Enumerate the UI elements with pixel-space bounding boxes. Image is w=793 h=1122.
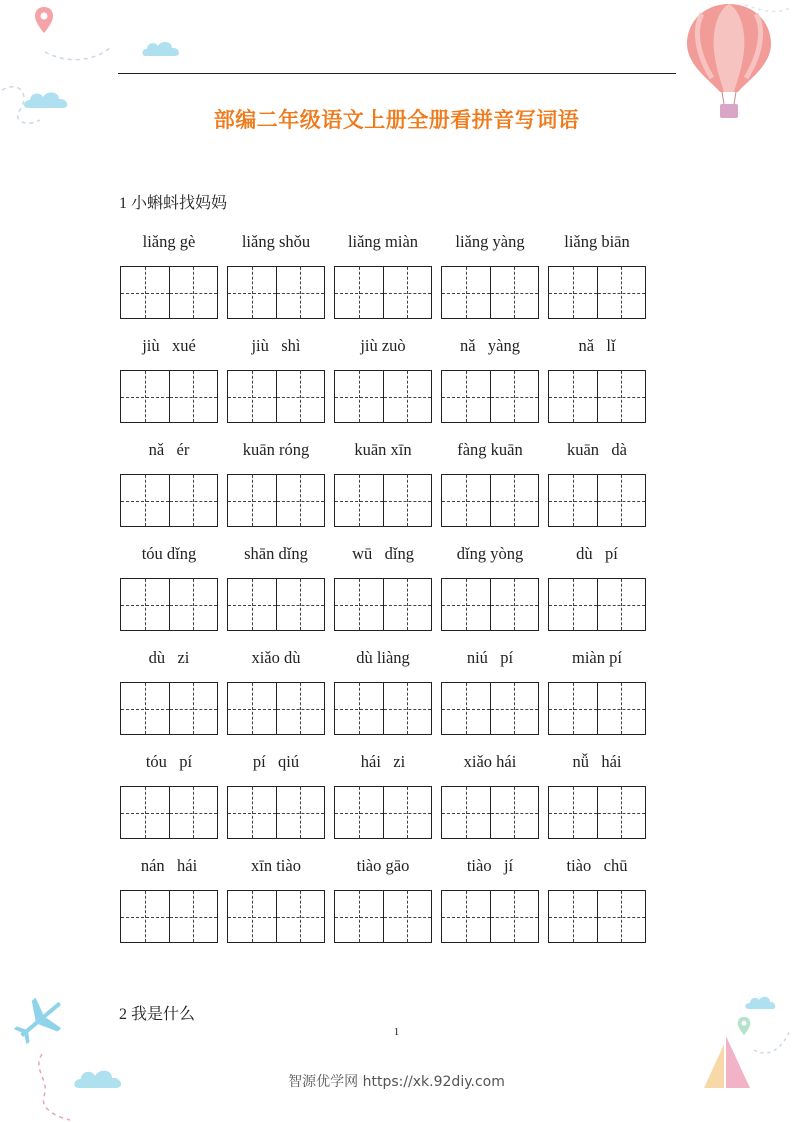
tianzige-boxes xyxy=(441,474,539,527)
word-row xyxy=(120,540,650,644)
pinyin-label: nǎ ér xyxy=(148,440,190,459)
word-cell xyxy=(227,748,325,776)
pinyin-label: nǎ lǐ xyxy=(578,336,616,355)
writing-box[interactable] xyxy=(276,787,325,838)
pinyin-label: tiào chū xyxy=(566,856,628,875)
word-cell xyxy=(334,852,432,880)
section-number: 2 xyxy=(119,1006,127,1023)
word-row xyxy=(120,748,650,852)
writing-box[interactable] xyxy=(228,371,276,422)
writing-box[interactable] xyxy=(442,475,490,526)
writing-box[interactable] xyxy=(597,787,646,838)
word-cell xyxy=(548,852,646,880)
writing-box[interactable] xyxy=(121,683,169,734)
footer-watermark: 智源优学网 https://xk.92diy.com xyxy=(288,1074,505,1090)
writing-box[interactable] xyxy=(121,267,169,318)
pinyin-label: wū dǐng xyxy=(352,544,414,563)
word-cell xyxy=(334,540,432,568)
writing-box[interactable] xyxy=(490,683,539,734)
writing-box[interactable] xyxy=(383,579,432,630)
tianzige-boxes xyxy=(441,786,539,839)
writing-box[interactable] xyxy=(121,475,169,526)
writing-box[interactable] xyxy=(490,891,539,942)
pinyin-label: nǎ yàng xyxy=(459,336,521,355)
section-title: 小蝌蚪找妈妈 xyxy=(131,193,228,212)
pinyin-label: jiù xué xyxy=(142,336,196,355)
writing-box[interactable] xyxy=(597,579,646,630)
word-cell xyxy=(120,644,218,672)
pinyin-label: dù liàng xyxy=(356,648,410,667)
writing-box[interactable] xyxy=(597,891,646,942)
writing-box[interactable] xyxy=(335,475,383,526)
tianzige-boxes xyxy=(120,786,218,839)
section-heading xyxy=(119,1001,195,1024)
tianzige-boxes xyxy=(548,578,646,631)
tianzige-boxes xyxy=(227,578,325,631)
page-number: 1 xyxy=(393,1026,400,1038)
tianzige-boxes xyxy=(334,266,432,319)
writing-box[interactable] xyxy=(597,475,646,526)
pinyin-label: nǚ hái xyxy=(572,752,622,771)
word-row xyxy=(120,332,650,436)
section-number: 1 xyxy=(119,195,127,212)
word-cell xyxy=(441,436,539,464)
word-row xyxy=(120,644,650,748)
word-cell xyxy=(227,228,325,256)
writing-box[interactable] xyxy=(383,787,432,838)
writing-box[interactable] xyxy=(442,579,490,630)
pinyin-label: niú pí xyxy=(466,648,514,667)
tianzige-boxes xyxy=(227,370,325,423)
pinyin-label: xiǎo hái xyxy=(463,752,517,771)
writing-box[interactable] xyxy=(442,371,490,422)
word-cell xyxy=(227,540,325,568)
tianzige-boxes xyxy=(548,682,646,735)
writing-box[interactable] xyxy=(169,891,218,942)
tianzige-boxes xyxy=(120,578,218,631)
writing-box[interactable] xyxy=(335,787,383,838)
cloud-decoration xyxy=(744,994,778,1010)
word-cell xyxy=(334,436,432,464)
word-cell xyxy=(227,436,325,464)
writing-box[interactable] xyxy=(383,267,432,318)
writing-box[interactable] xyxy=(383,891,432,942)
word-row xyxy=(120,228,650,332)
writing-box[interactable] xyxy=(169,475,218,526)
writing-box[interactable] xyxy=(442,787,490,838)
word-cell xyxy=(441,852,539,880)
tianzige-boxes xyxy=(334,474,432,527)
pinyin-label: liǎng miàn xyxy=(347,232,419,251)
tianzige-boxes xyxy=(441,890,539,943)
pinyin-label: xīn tiào xyxy=(251,856,301,875)
tianzige-boxes xyxy=(227,682,325,735)
writing-box[interactable] xyxy=(169,267,218,318)
word-cell xyxy=(441,540,539,568)
writing-box[interactable] xyxy=(383,475,432,526)
word-cell xyxy=(441,332,539,360)
tianzige-boxes xyxy=(334,786,432,839)
word-cell xyxy=(120,436,218,464)
writing-box[interactable] xyxy=(549,683,597,734)
writing-box[interactable] xyxy=(121,579,169,630)
pinyin-label: nán hái xyxy=(140,856,198,875)
word-cell xyxy=(441,228,539,256)
pinyin-label: jiù zuò xyxy=(360,336,406,355)
tianzige-boxes xyxy=(548,786,646,839)
tianzige-boxes xyxy=(120,474,218,527)
pinyin-label: shān dǐng xyxy=(244,544,308,563)
word-cell xyxy=(548,436,646,464)
writing-box[interactable] xyxy=(383,371,432,422)
writing-box[interactable] xyxy=(597,371,646,422)
writing-box[interactable] xyxy=(276,579,325,630)
writing-box[interactable] xyxy=(549,267,597,318)
section-title: 我是什么 xyxy=(131,1004,196,1023)
word-cell xyxy=(548,540,646,568)
word-cell xyxy=(548,748,646,776)
tianzige-boxes xyxy=(548,890,646,943)
word-cell xyxy=(441,644,539,672)
writing-box[interactable] xyxy=(335,891,383,942)
word-cell xyxy=(441,748,539,776)
writing-box[interactable] xyxy=(228,267,276,318)
pinyin-label: kuān róng xyxy=(242,440,310,459)
writing-box[interactable] xyxy=(490,267,539,318)
tianzige-boxes xyxy=(441,370,539,423)
tianzige-boxes xyxy=(334,682,432,735)
writing-box[interactable] xyxy=(169,371,218,422)
tianzige-boxes xyxy=(227,786,325,839)
document-title: 部编二年级语文上册全册看拼音写词语 xyxy=(213,108,580,132)
writing-box[interactable] xyxy=(276,475,325,526)
tianzige-boxes xyxy=(441,266,539,319)
writing-box[interactable] xyxy=(121,891,169,942)
writing-box[interactable] xyxy=(169,683,218,734)
tianzige-boxes xyxy=(120,890,218,943)
writing-box[interactable] xyxy=(228,787,276,838)
writing-box[interactable] xyxy=(490,475,539,526)
pinyin-label: kuān dà xyxy=(566,440,628,459)
pinyin-label: tiào jí xyxy=(466,856,514,875)
tianzige-boxes xyxy=(120,266,218,319)
writing-box[interactable] xyxy=(442,267,490,318)
word-cell xyxy=(120,332,218,360)
pinyin-label: miàn pí xyxy=(572,648,622,667)
writing-box[interactable] xyxy=(383,683,432,734)
writing-box[interactable] xyxy=(121,371,169,422)
pinyin-label: tiào gāo xyxy=(356,856,410,875)
writing-box[interactable] xyxy=(335,267,383,318)
pinyin-label: dù pí xyxy=(576,544,618,563)
word-cell xyxy=(227,852,325,880)
header-rule xyxy=(118,73,676,74)
writing-box[interactable] xyxy=(276,371,325,422)
pinyin-label: liǎng gè xyxy=(142,232,196,251)
tianzige-boxes xyxy=(441,578,539,631)
tianzige-boxes xyxy=(227,474,325,527)
word-row xyxy=(120,436,650,540)
writing-box[interactable] xyxy=(228,891,276,942)
writing-box[interactable] xyxy=(490,371,539,422)
word-cell xyxy=(334,748,432,776)
writing-box[interactable] xyxy=(228,579,276,630)
tianzige-boxes xyxy=(334,890,432,943)
writing-box[interactable] xyxy=(549,371,597,422)
pinyin-label: kuān xīn xyxy=(354,440,412,459)
writing-box[interactable] xyxy=(169,579,218,630)
tianzige-boxes xyxy=(334,578,432,631)
tianzige-boxes xyxy=(120,682,218,735)
pinyin-label: tóu pí xyxy=(145,752,193,771)
word-cell xyxy=(334,644,432,672)
writing-box[interactable] xyxy=(549,891,597,942)
dashed-path-decoration xyxy=(740,0,793,30)
writing-box[interactable] xyxy=(169,787,218,838)
word-cell xyxy=(227,644,325,672)
writing-box[interactable] xyxy=(335,683,383,734)
pinyin-writing-grid xyxy=(120,228,650,956)
pinyin-label: dǐng yòng xyxy=(456,544,524,563)
writing-box[interactable] xyxy=(490,787,539,838)
word-row xyxy=(120,852,650,956)
writing-box[interactable] xyxy=(276,891,325,942)
word-cell xyxy=(120,540,218,568)
tianzige-boxes xyxy=(548,370,646,423)
tianzige-boxes xyxy=(548,266,646,319)
word-cell xyxy=(548,332,646,360)
writing-box[interactable] xyxy=(597,683,646,734)
pinyin-label: hái zi xyxy=(360,752,406,771)
writing-box[interactable] xyxy=(335,371,383,422)
writing-box[interactable] xyxy=(490,579,539,630)
word-cell xyxy=(334,332,432,360)
pinyin-label: liǎng biān xyxy=(564,232,630,251)
writing-box[interactable] xyxy=(276,267,325,318)
word-cell xyxy=(548,228,646,256)
cloud-decoration xyxy=(140,38,184,58)
word-cell xyxy=(227,332,325,360)
tianzige-boxes xyxy=(441,682,539,735)
pinyin-label: tóu dǐng xyxy=(141,544,197,563)
tianzige-boxes xyxy=(227,890,325,943)
word-cell xyxy=(120,852,218,880)
pinyin-label: jiù shì xyxy=(251,336,301,355)
pinyin-label: liǎng yàng xyxy=(455,232,525,251)
tianzige-boxes xyxy=(120,370,218,423)
writing-box[interactable] xyxy=(549,475,597,526)
writing-box[interactable] xyxy=(442,683,490,734)
pinyin-label: pí qiú xyxy=(252,752,300,771)
word-cell xyxy=(120,748,218,776)
tianzige-boxes xyxy=(548,474,646,527)
writing-box[interactable] xyxy=(549,579,597,630)
airplane-icon xyxy=(12,994,68,1046)
writing-box[interactable] xyxy=(228,683,276,734)
writing-box[interactable] xyxy=(549,787,597,838)
pinyin-label: fàng kuān xyxy=(457,440,523,459)
writing-box[interactable] xyxy=(228,475,276,526)
writing-box[interactable] xyxy=(276,683,325,734)
writing-box[interactable] xyxy=(597,267,646,318)
writing-box[interactable] xyxy=(335,579,383,630)
tianzige-boxes xyxy=(227,266,325,319)
writing-box[interactable] xyxy=(442,891,490,942)
word-cell xyxy=(120,228,218,256)
section-heading xyxy=(119,190,227,213)
tianzige-boxes xyxy=(334,370,432,423)
word-cell xyxy=(334,228,432,256)
pinyin-label: xiǎo dù xyxy=(251,648,301,667)
pinyin-label: dù zi xyxy=(148,648,190,667)
word-cell xyxy=(548,644,646,672)
writing-box[interactable] xyxy=(121,787,169,838)
pinyin-label: liǎng shǒu xyxy=(241,232,311,251)
